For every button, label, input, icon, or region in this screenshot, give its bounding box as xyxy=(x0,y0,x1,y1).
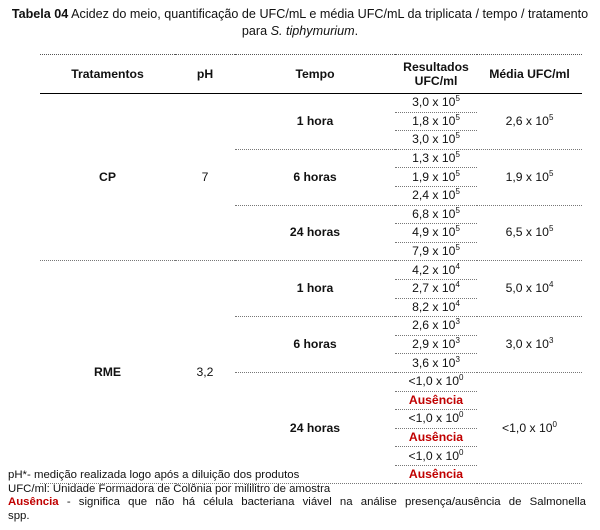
value-base: 4,2 x 10 xyxy=(412,262,456,277)
result-cell xyxy=(395,317,477,336)
ph-cell: 7 xyxy=(175,94,235,261)
result-cell: Ausência xyxy=(395,391,477,410)
value-base: <1,0 x 10 xyxy=(408,374,460,389)
caption-end: . xyxy=(354,24,359,38)
header-media: Média UFC/ml xyxy=(489,67,570,81)
note-ausencia xyxy=(8,496,586,510)
mean-cell xyxy=(477,317,582,373)
mean-cell xyxy=(477,94,582,150)
ph-cell: 3,2 xyxy=(175,261,235,484)
value-base: 2,6 x 10 xyxy=(412,318,456,333)
value-base: 3,0 x 10 xyxy=(412,95,456,110)
note-ausencia-text: - significa que não há célula bacteriana viável na análise presença/ausência de Salmonella xyxy=(58,496,586,508)
result-cell xyxy=(395,242,477,261)
note-ausencia-cont: spp. xyxy=(8,509,30,522)
value-base: 7,9 x 10 xyxy=(412,244,456,259)
footnotes xyxy=(8,469,586,523)
header-row xyxy=(40,55,582,94)
value-exponent: 5 xyxy=(548,168,554,178)
value-exponent: 4 xyxy=(548,280,554,290)
result-cell xyxy=(395,205,477,224)
mean-cell xyxy=(477,372,582,484)
tempo-cell: 6 horas xyxy=(235,149,395,205)
treatment-cell: RME xyxy=(40,261,175,484)
value-base: 8,2 x 10 xyxy=(412,299,456,314)
result-cell xyxy=(395,168,477,187)
value-base: 2,7 x 10 xyxy=(412,281,456,296)
value-exponent: 3 xyxy=(455,354,460,364)
header-tratamentos: Tratamentos xyxy=(71,67,144,81)
tempo-cell: 1 hora xyxy=(235,94,395,150)
header-resultados xyxy=(395,55,477,94)
value-exponent: 5 xyxy=(455,242,460,252)
header-tempo: Tempo xyxy=(295,67,335,81)
value-base: 4,9 x 10 xyxy=(412,225,456,240)
value-base: 3,0 x 10 xyxy=(412,132,456,147)
value-exponent: 5 xyxy=(455,224,460,234)
value-exponent: 5 xyxy=(455,131,460,141)
value-base: 2,6 x 10 xyxy=(505,113,549,128)
table-row xyxy=(40,261,582,280)
value-exponent: 5 xyxy=(455,150,460,160)
result-cell xyxy=(395,224,477,243)
table-caption xyxy=(8,6,592,40)
value-exponent: 3 xyxy=(455,335,460,345)
value-exponent: 5 xyxy=(455,94,460,104)
value-base: <1,0 x 10 xyxy=(408,411,460,426)
result-cell: Ausência xyxy=(395,428,477,447)
value-base: 3,0 x 10 xyxy=(505,337,549,352)
result-cell xyxy=(395,279,477,298)
value-exponent: 4 xyxy=(455,261,460,271)
note-ufc: UFC/ml: Unidade Formadora de Colônia por mililitro de amostra xyxy=(8,482,331,495)
value-exponent: 5 xyxy=(455,168,460,178)
result-cell xyxy=(395,335,477,354)
result-cell xyxy=(395,354,477,373)
value-exponent: 5 xyxy=(455,187,460,197)
value-exponent: 0 xyxy=(459,373,464,383)
mean-cell xyxy=(477,261,582,317)
result-cell xyxy=(395,410,477,429)
value-exponent: 0 xyxy=(552,419,557,429)
value-exponent: 5 xyxy=(548,112,554,122)
header-ph: pH xyxy=(196,67,214,81)
value-exponent: 0 xyxy=(459,410,464,420)
table-body xyxy=(40,94,582,484)
result-cell xyxy=(395,149,477,168)
caption-organism: S. tiphymurium xyxy=(270,24,355,38)
value-exponent: 3 xyxy=(548,335,554,345)
table-row xyxy=(40,94,582,113)
value-base: <1,0 x 10 xyxy=(408,448,460,463)
value-exponent: 5 xyxy=(548,224,554,234)
result-cell xyxy=(395,372,477,391)
tempo-cell: 6 horas xyxy=(235,317,395,373)
result-cell xyxy=(395,112,477,131)
result-cell xyxy=(395,131,477,150)
mean-cell xyxy=(477,149,582,205)
results-table xyxy=(40,54,582,484)
mean-cell xyxy=(477,205,582,261)
result-cell xyxy=(395,298,477,317)
caption-label: Tabela 04 xyxy=(11,7,69,21)
result-cell xyxy=(395,186,477,205)
value-base: 1,8 x 10 xyxy=(412,113,456,128)
value-exponent: 5 xyxy=(455,112,460,122)
header-resultados-l1: Resultados xyxy=(403,60,469,74)
tempo-cell: 1 hora xyxy=(235,261,395,317)
result-cell xyxy=(395,261,477,280)
value-exponent: 5 xyxy=(455,205,460,215)
value-exponent: 4 xyxy=(455,280,460,290)
note-ph: pH*- medição realizada logo após a diluição dos produtos xyxy=(8,469,300,481)
caption-text: Acidez do meio, quantificação de UFC/mL e média UFC/mL da triplicata / tempo / tratamento para xyxy=(68,7,589,38)
result-cell xyxy=(395,447,477,466)
tempo-cell: 24 horas xyxy=(235,372,395,484)
value-base: 6,8 x 10 xyxy=(412,206,456,221)
value-base: 1,3 x 10 xyxy=(412,151,456,166)
value-base: 6,5 x 10 xyxy=(505,225,549,240)
result-cell xyxy=(395,94,477,113)
value-exponent: 4 xyxy=(455,298,460,308)
note-ausencia-label: Ausência xyxy=(8,496,59,508)
value-base: <1,0 x 10 xyxy=(502,420,553,435)
value-exponent: 0 xyxy=(459,447,464,457)
value-base: 2,4 x 10 xyxy=(412,188,456,203)
value-base: 5,0 x 10 xyxy=(505,281,549,296)
treatment-cell: CP xyxy=(40,94,175,261)
value-base: 3,6 x 10 xyxy=(412,355,456,370)
value-base: 1,9 x 10 xyxy=(412,169,456,184)
header-resultados-l2: UFC/ml xyxy=(414,74,458,88)
value-base: 1,9 x 10 xyxy=(505,169,549,184)
tempo-cell: 24 horas xyxy=(235,205,395,261)
value-base: 2,9 x 10 xyxy=(412,337,456,352)
result-cell: Ausência xyxy=(395,465,477,484)
value-exponent: 3 xyxy=(455,317,460,327)
